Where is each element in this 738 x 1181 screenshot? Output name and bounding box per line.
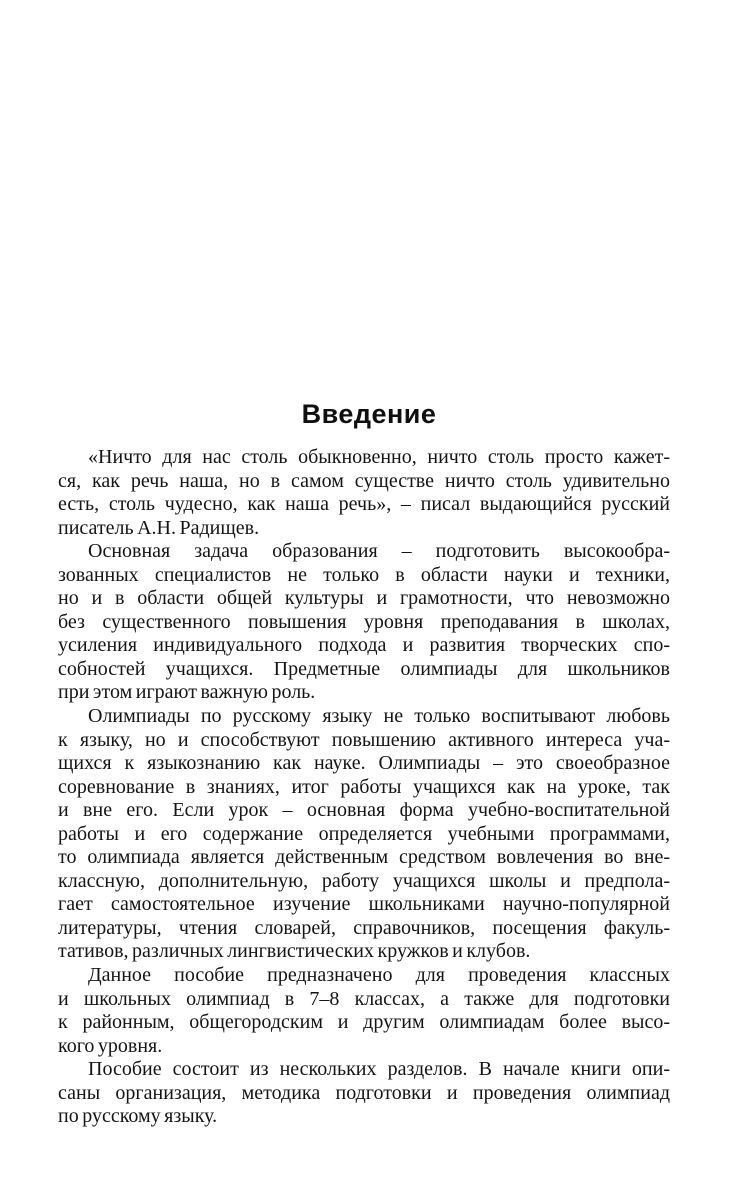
text-line: собностей учащихся. Предметные олимпиады для школьников (58, 657, 670, 680)
paragraph (58, 446, 670, 540)
text-line: по русскому языку. (58, 1105, 218, 1128)
paragraph (58, 540, 670, 705)
text-line: к районным, общегородским и другим олимпиадам более высо- (58, 1011, 670, 1034)
text-line: и школьных олимпиад в 7–8 классах, а также для подготовки (58, 987, 670, 1010)
text-line: Олимпиады по русскому языку не только воспитывают любовь (88, 705, 670, 728)
paragraph (58, 705, 670, 964)
text-line: есть, столь чудесно, как наша речь», – писал выдающийся русский (58, 493, 670, 516)
body-text (58, 446, 670, 1129)
text-line: Основная задача образования – подготовить высокообра- (88, 540, 670, 563)
text-line: кого уровня. (58, 1034, 163, 1057)
text-line: усиления индивидуального подхода и развития творческих спо- (58, 634, 670, 657)
text-line: и вне его. Если урок – основная форма учебно-воспитательной (58, 799, 670, 822)
text-line: работы и его содержание определяется учебными программами, (58, 822, 670, 845)
text-line: классную, дополнительную, работу учащихся школы и предпола- (58, 869, 670, 892)
text-line: «Ничто для нас столь обыкновенно, ничто столь просто кажет- (88, 446, 670, 468)
text-line: но и в области общей культуры и грамотности, что невозможно (58, 587, 670, 610)
text-line: гает самостоятельное изучение школьниками научно-популярной (58, 893, 670, 916)
text-line: саны организация, методика подготовки и проведения олимпиад (58, 1081, 670, 1104)
page-title: Введение (301, 399, 437, 429)
text-line: без существенного повышения уровня преподавания в школах, (58, 610, 670, 633)
text-line: соревнование в знаниях, итог работы учащихся как на уроке, так (58, 775, 670, 798)
text-line: писатель А.Н. Радищев. (58, 516, 260, 539)
text-line: литературы, чтения словарей, справочников, посещения факуль- (58, 916, 670, 939)
paragraph (58, 1058, 670, 1129)
text-line: то олимпиада является действенным средством вовлечения во вне- (58, 846, 670, 869)
text-line: ся, как речь наша, но в самом существе ничто столь удивительно (58, 469, 670, 492)
text-line: щихся к языкознанию как науке. Олимпиады – это своеобразное (58, 752, 670, 775)
text-line: Данное пособие предназначено для проведения классных (88, 964, 670, 987)
text-line: Пособие состоит из нескольких разделов. В начале книги опи- (88, 1058, 670, 1081)
text-line: тативов, различных лингвистических кружков и клубов. (58, 940, 531, 963)
paragraph (58, 964, 670, 1058)
text-line: к языку, но и способствуют повышению активного интереса уча- (58, 728, 670, 751)
text-line: при этом играют важную роль. (58, 681, 316, 704)
text-line: зованных специалистов не только в области науки и техники, (58, 563, 670, 586)
